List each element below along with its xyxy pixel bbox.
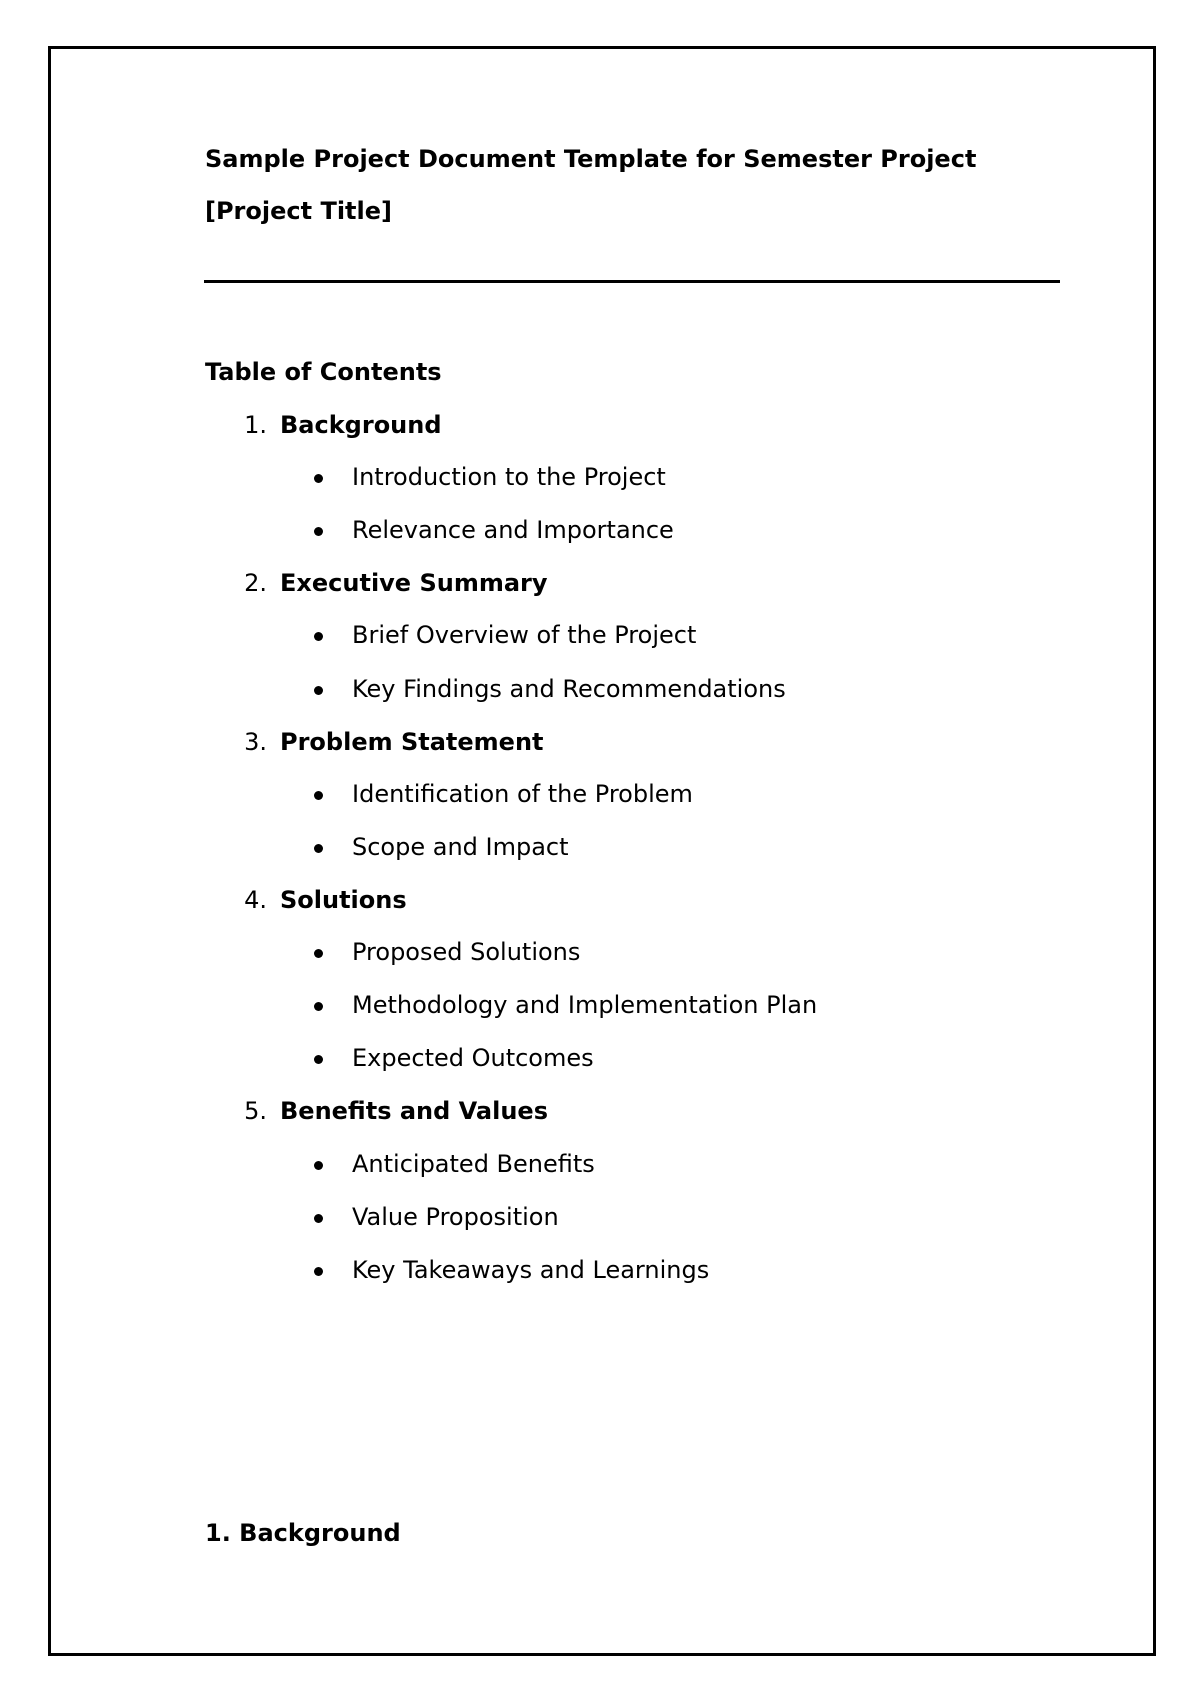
bullet-icon xyxy=(314,1267,323,1276)
toc-heading: Table of Contents xyxy=(205,358,442,386)
toc-number: 4. xyxy=(244,886,267,914)
toc-number: 1. xyxy=(244,411,267,439)
toc-section-executive-summary: Executive Summary xyxy=(280,569,548,597)
toc-section-background: Background xyxy=(280,411,442,439)
toc-item: Identification of the Problem xyxy=(352,780,693,808)
toc-item: Key Findings and Recommendations xyxy=(352,675,786,703)
toc-item: Relevance and Importance xyxy=(352,516,674,544)
toc-number: 5. xyxy=(244,1097,267,1125)
page-border xyxy=(48,46,1156,1656)
bullet-icon xyxy=(314,1002,323,1011)
bullet-icon xyxy=(314,844,323,853)
bullet-icon xyxy=(314,1214,323,1223)
bullet-icon xyxy=(314,686,323,695)
bullet-icon xyxy=(314,1055,323,1064)
toc-section-benefits-and-values: Benefits and Values xyxy=(280,1097,548,1125)
toc-item: Key Takeaways and Learnings xyxy=(352,1256,710,1284)
toc-section-problem-statement: Problem Statement xyxy=(280,728,544,756)
bullet-icon xyxy=(314,791,323,800)
toc-item: Proposed Solutions xyxy=(352,938,581,966)
bullet-icon xyxy=(314,1161,323,1170)
bullet-icon xyxy=(314,949,323,958)
toc-number: 2. xyxy=(244,569,267,597)
toc-item: Anticipated Benefits xyxy=(352,1150,595,1178)
project-title: [Project Title] xyxy=(205,197,392,225)
horizontal-rule xyxy=(204,280,1060,283)
bullet-icon xyxy=(314,527,323,536)
toc-item: Value Proposition xyxy=(352,1203,559,1231)
bullet-icon xyxy=(314,474,323,483)
document-title: Sample Project Document Template for Semester Project xyxy=(205,145,977,173)
toc-item: Introduction to the Project xyxy=(352,463,666,491)
toc-item: Scope and Impact xyxy=(352,833,569,861)
toc-item: Expected Outcomes xyxy=(352,1044,594,1072)
toc-item: Methodology and Implementation Plan xyxy=(352,991,818,1019)
section-heading: 1. Background xyxy=(205,1519,401,1547)
toc-number: 3. xyxy=(244,728,267,756)
toc-section-solutions: Solutions xyxy=(280,886,407,914)
toc-item: Brief Overview of the Project xyxy=(352,621,697,649)
bullet-icon xyxy=(314,632,323,641)
